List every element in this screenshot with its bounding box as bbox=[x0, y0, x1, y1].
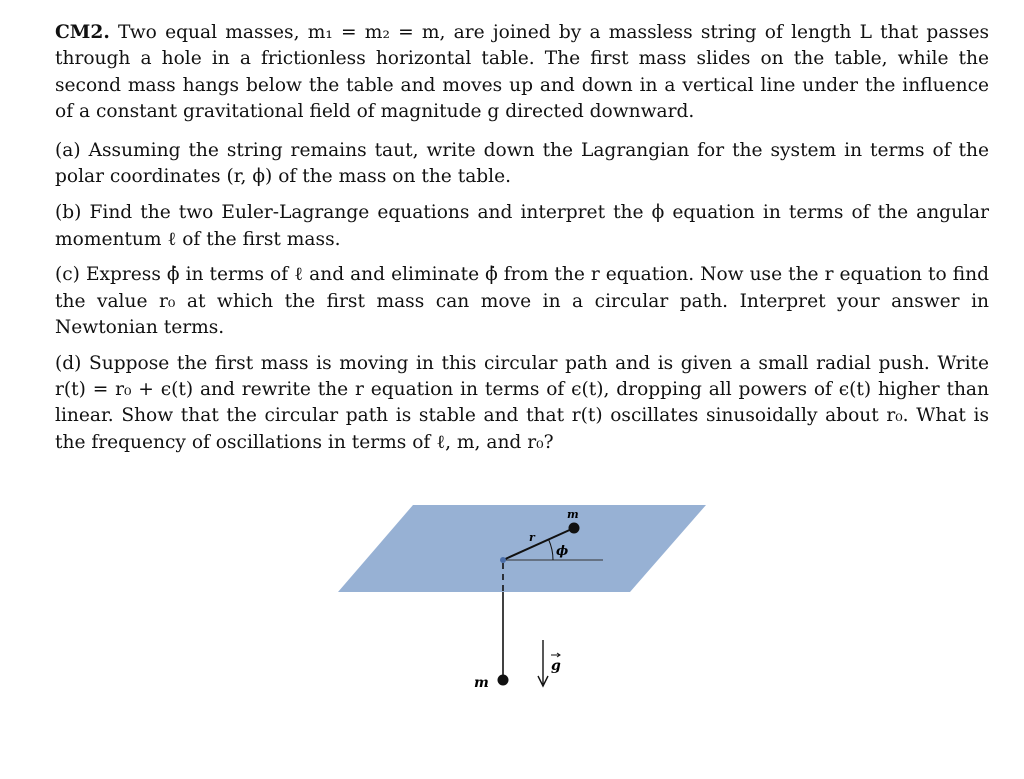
mass-top bbox=[569, 523, 580, 534]
part-c bbox=[55, 262, 989, 341]
hole bbox=[500, 557, 506, 563]
problem-text bbox=[55, 20, 989, 465]
part-a-text: Assuming the string remains taut, write down the Lagrangian for the system in terms of the polar coordinates (r, ϕ) of the mass on the table. bbox=[55, 140, 989, 188]
problem-intro bbox=[55, 20, 989, 125]
angle-label: ϕ bbox=[556, 544, 569, 559]
part-c-label: (c) bbox=[55, 264, 80, 286]
part-c-text: Express ϕ̇ in terms of ℓ and and eliminate ϕ̇ from the r equation. Now use the r equation to find the value r₀ at which the first mass can move in a circular path. Interpret your answer in Newtonian terms. bbox=[55, 264, 989, 338]
problem-label: CM2. bbox=[55, 22, 110, 43]
part-d-text: Suppose the first mass is moving in this circular path and is given a small radial push. Write r(t) = r₀ + ϵ(t) and rewrite the r equation in terms of ϵ(t), dropping all powers of ϵ(t) higher than linear. Show that the circular path is stable and that r(t) oscillates sinusoidally about r₀. What is the frequency of oscillations in terms of ℓ, m, and r₀? bbox=[55, 352, 989, 453]
table-surface bbox=[338, 505, 706, 592]
part-a bbox=[55, 138, 989, 191]
part-d bbox=[55, 351, 989, 456]
problem-intro-text: Two equal masses, m₁ = m₂ = m, are joined by a massless string of length L that passes through a hole in a frictionless horizontal table. The first mass slides on the table, while the second mass hangs below the table and moves up and down in a vertical line under the influence of a constant gravitational field of magnitude g directed downward. bbox=[55, 22, 990, 122]
physics-diagram bbox=[330, 500, 720, 700]
gravity-label: g bbox=[551, 658, 561, 674]
part-d-label: (d) bbox=[55, 352, 82, 374]
part-b-label: (b) bbox=[55, 202, 82, 224]
part-b-text: Find the two Euler-Lagrange equations and interpret the ϕ equation in terms of the angular momentum ℓ of the first mass. bbox=[55, 202, 989, 250]
mass-bottom-label: m bbox=[474, 675, 489, 691]
mass-top-label: m bbox=[567, 508, 579, 521]
part-b bbox=[55, 200, 989, 253]
part-a-label: (a) bbox=[55, 140, 81, 162]
radius-label: r bbox=[529, 531, 535, 544]
mass-bottom bbox=[498, 675, 509, 686]
